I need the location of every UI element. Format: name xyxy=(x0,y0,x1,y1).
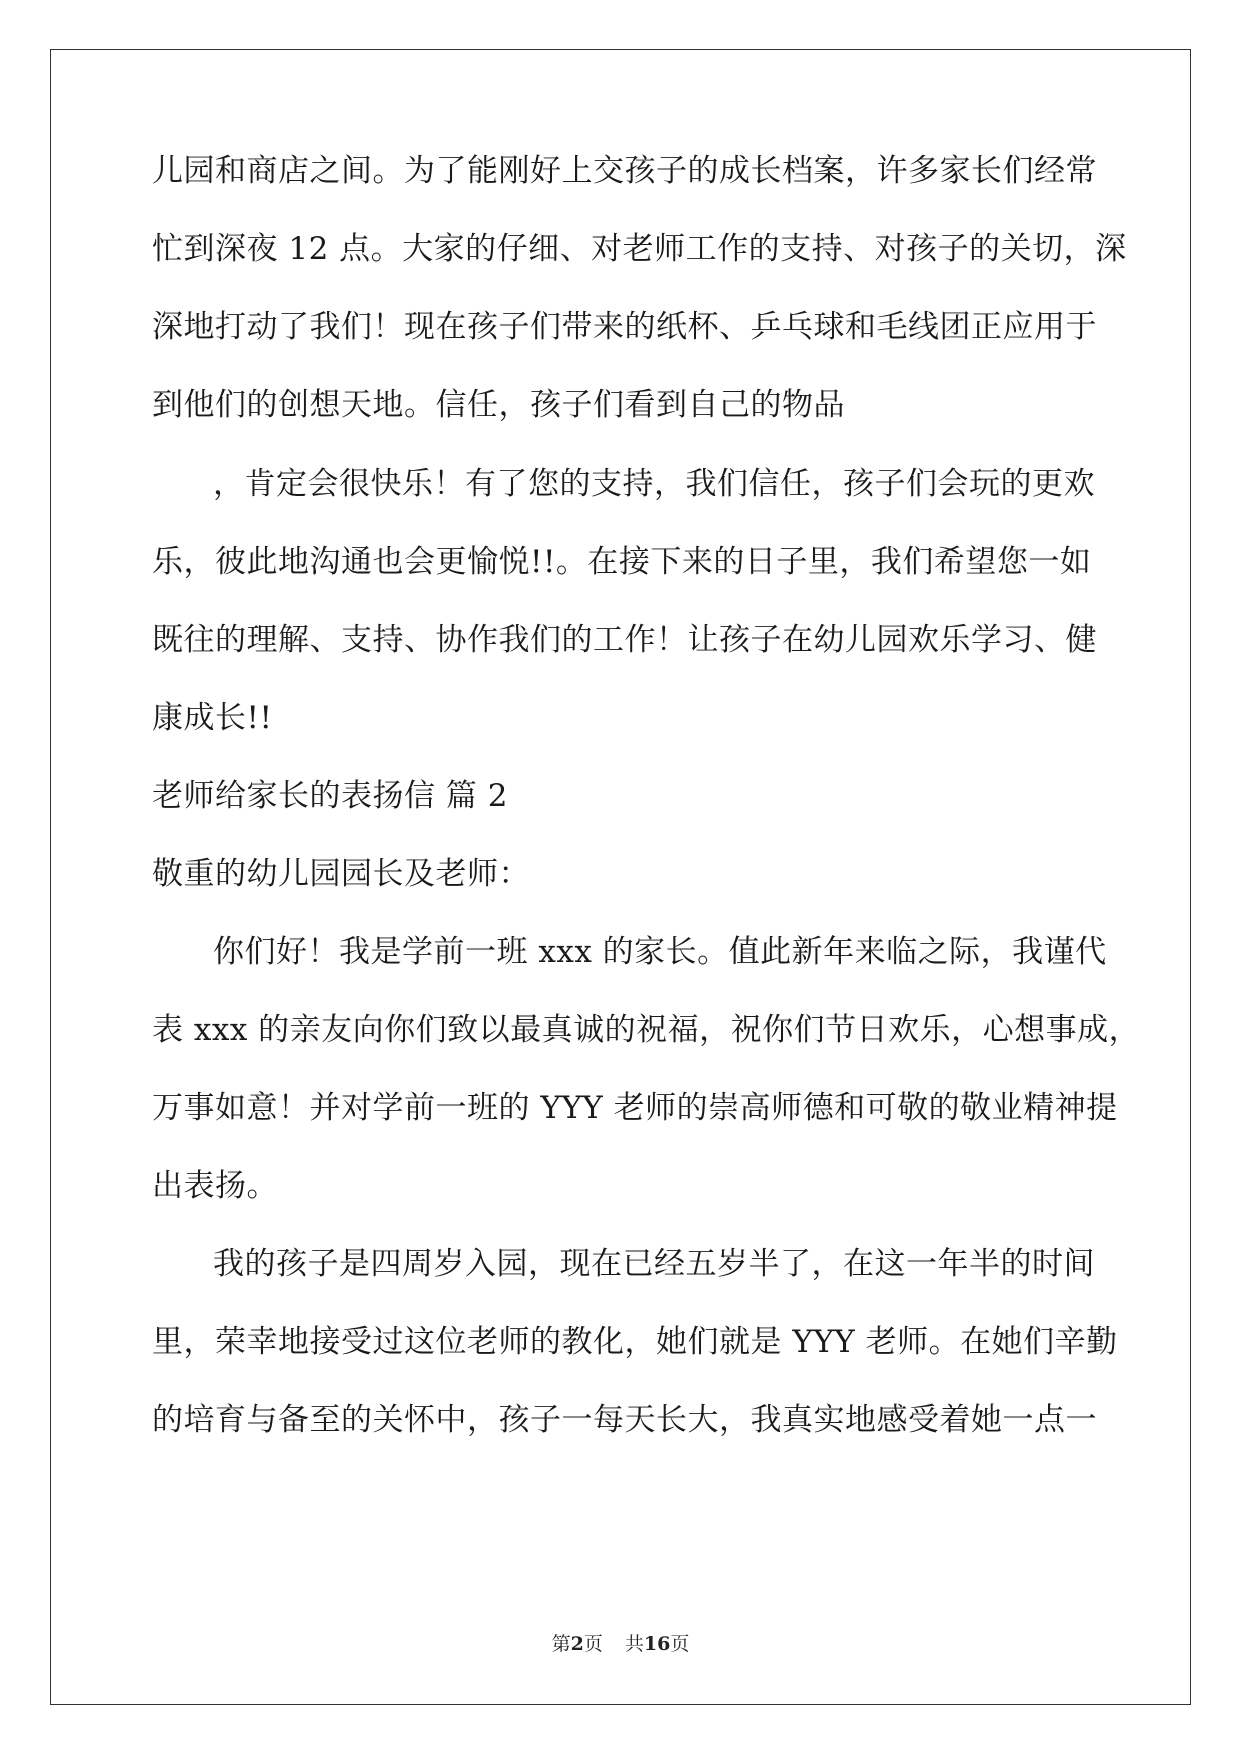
current-page-number: 2 xyxy=(570,1633,584,1655)
section-heading: 老师给家长的表扬信 篇 2 xyxy=(152,778,508,814)
text-line: 出表扬。 xyxy=(152,1168,278,1204)
total-suffix: 页 xyxy=(670,1633,690,1655)
text-line: 康成长!! xyxy=(152,700,273,736)
text-line: 既往的理解、支持、协作我们的工作！让孩子在幼儿园欢乐学习、健 xyxy=(152,622,1097,658)
page-footer xyxy=(0,1632,1241,1656)
total-page-count: 16 xyxy=(643,1633,671,1655)
text-line: 表 xxx 的亲友向你们致以最真诚的祝福，祝你们节日欢乐，心想事成， xyxy=(152,1012,1141,1048)
text-line: 的培育与备至的关怀中，孩子一每天长大，我真实地感受着她一点一 xyxy=(152,1402,1097,1438)
text-line: 到他们的创想天地。信任，孩子们看到自己的物品 xyxy=(152,387,845,423)
text-line: 你们好！我是学前一班 xxx 的家长。值此新年来临之际，我谨代 xyxy=(213,934,1107,970)
text-line: 深地打动了我们！现在孩子们带来的纸杯、乒乓球和毛线团正应用于 xyxy=(152,309,1097,345)
text-line: 乐，彼此地沟通也会更愉悦!!。在接下来的日子里，我们希望您一如 xyxy=(152,544,1092,580)
text-line: 万事如意！并对学前一班的 YYY 老师的崇高师德和可敬的敬业精神提 xyxy=(152,1090,1118,1126)
page-suffix: 页 xyxy=(583,1633,603,1655)
text-line: 儿园和商店之间。为了能刚好上交孩子的成长档案，许多家长们经常 xyxy=(152,153,1097,189)
page-prefix: 第 xyxy=(551,1633,571,1655)
text-line: ，肯定会很快乐！有了您的支持，我们信任，孩子们会玩的更欢 xyxy=(213,466,1095,502)
text-line: 忙到深夜 12 点。大家的仔细、对老师工作的支持、对孩子的关切，深 xyxy=(152,231,1127,267)
total-prefix: 共 xyxy=(624,1633,644,1655)
salutation: 敬重的幼儿园园长及老师： xyxy=(152,856,530,892)
text-line: 里，荣幸地接受过这位老师的教化，她们就是 YYY 老师。在她们辛勤 xyxy=(152,1324,1118,1360)
text-line: 我的孩子是四周岁入园，现在已经五岁半了，在这一年半的时间 xyxy=(213,1246,1095,1282)
